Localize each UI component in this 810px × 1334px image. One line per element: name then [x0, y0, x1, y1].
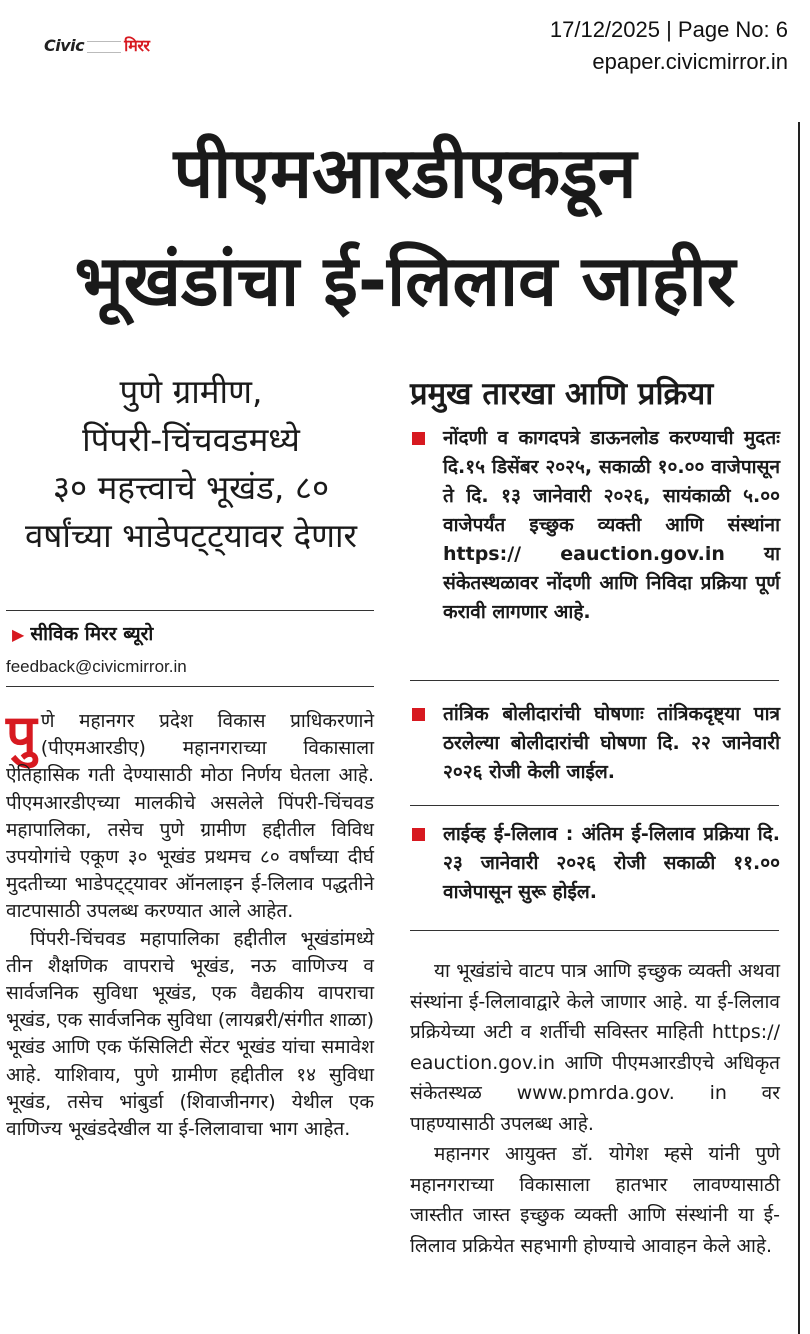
- sidebar-bullet-3: [412, 820, 780, 907]
- article-para-1: [6, 703, 374, 926]
- deck-line: पुणे ग्रामीण,: [119, 372, 263, 411]
- bullet-text: नोंदणी व कागदपत्रे डाऊनलोड करण्याची मुदतः दि.१५ डिसेंबर २०२५, सकाळी १०.०० वाजेपासून ते दि. १३ जानेवारी २०२६, सायंकाळी ५.०० वाजेपर्यंत इच्छुक व्यक्ती आणि संस्थांना https:// eauction.gov.in या संकेतस्थळावर नोंदणी आणि निविदा प्रक्रिया पूर्ण करावी लागणार आहे.: [443, 427, 780, 623]
- article-left-column: [6, 703, 374, 1143]
- article-right-para-2: महानगर आयुक्त डॉ. योगेश म्हसे यांनी पुणे महानगराच्या विकासाला हातभार लावण्यासाठी जास्तीत जास्त इच्छुक व्यक्ती आणि संस्थांनी या ई-लिलाव प्रक्रियेत सहभागी होण्याचे आवाहन केले आहे.: [410, 1143, 780, 1257]
- arrow-icon: ▶: [12, 625, 25, 644]
- bullet-divider: [410, 805, 779, 806]
- byline-top-rule: [6, 610, 374, 611]
- logo-civic: Civic: [44, 36, 85, 55]
- logo-divider: [87, 41, 121, 53]
- headline-line-1: पीएमआरडीएकडून: [173, 132, 637, 214]
- deck-line: पिंपरी-चिंचवडमध्ये: [82, 420, 300, 459]
- bullet-text: लाईव्ह ई-लिलाव : अंतिम ई-लिलाव प्रक्रिया दि. २३ जानेवारी २०२६ रोजी सकाळी ११.०० वाजेपासून सुरू होईल.: [443, 823, 780, 903]
- logo-mirror: मिरर: [124, 36, 150, 55]
- article-para-2: पिंपरी-चिंचवड महापालिका हद्दीतील भूखंडांमध्ये तीन शैक्षणिक वापराचे भूखंड, नऊ वाणिज्य व सार्वजनिक सुविधा भूखंड, एक वैद्यकीय वापराचा भूखंड, एक सार्वजनिक सुविधा (लायब्ररी/संगीत शाळा) भूखंड आणि एक फॅसिलिटी सेंटर भूखंड यांचा समावेश आहे. याशिवाय, पुणे ग्रामीण हद्दीतील १४ सुविधा भूखंड, तसेच भांबुर्डा (शिवाजीनगर) येथील एक वाणिज्य भूखंडदेखील या ई-लिलावाचा भाग आहेत.: [6, 927, 374, 1141]
- byline-author: सीविक मिरर ब्यूरो: [30, 623, 154, 645]
- headline-line-2: भूखंडांचा ई-लिलाव जाहीर: [74, 240, 736, 322]
- bullet-divider: [410, 680, 779, 681]
- article-right-para-1: या भूखंडांचे वाटप पात्र आणि इच्छुक व्यक्ती अथवा संस्थांना ई-लिलावाद्वारे केले जाणार आहे. या ई-लिलाव प्रक्रियेच्या अटी व शर्तीची सविस्तर माहिती https:// eauction.gov.in आणि पीएमआरडीएचे अधिकृत संकेतस्थळ www.pmrda.gov. in वर पाहण्यासाठी उपलब्ध आहे.: [410, 960, 780, 1135]
- sidebar-bottom-rule: [410, 930, 779, 931]
- byline-bottom-rule: [6, 686, 374, 687]
- byline-email[interactable]: feedback@civicmirror.in: [6, 657, 187, 676]
- article-right-column: [410, 956, 780, 1261]
- article-para-1-text: णे महानगर प्रदेश विकास प्राधिकरणाने (पीएमआरडीए) महानगराच्या विकासाला ऐतिहासिक गती देण्यासाठी मोठा निर्णय घेतला आहे. पीएमआरडीएच्या मालकीचे असलेले पिंपरी-चिंचवड महापालिका, तसेच पुणे ग्रामीण हद्दीतील विविध उपयोगांचे एकूण ३० भूखंड प्रथमच ८० वर्षांच्या दीर्घ मुदतीच्या भाडेपट्ट्यावर ऑनलाइन ई-लिलाव पद्धतीने वाटपासाठी उपलब्ध करण्यात आले आहेत.: [6, 710, 374, 923]
- sidebar-bullet-1: [412, 424, 780, 627]
- epaper-url[interactable]: epaper.civicmirror.in: [592, 49, 788, 74]
- bullet-square-icon: [412, 432, 425, 445]
- right-edge-rule: [798, 122, 800, 1334]
- bullet-square-icon: [412, 828, 425, 841]
- deck-line: ३० महत्त्वाचे भूखंड, ८०: [52, 468, 330, 507]
- subheadline-deck: [6, 368, 376, 560]
- deck-line: वर्षांच्या भाडेपट्ट्यावर देणार: [24, 516, 358, 555]
- bullet-text: तांत्रिक बोलीदारांची घोषणाः तांत्रिकदृष्ट्या पात्र ठरलेल्या बोलीदारांची घोषणा दि. २२ जानेवारी २०२६ रोजी केली जाईल.: [443, 703, 780, 783]
- date-page: 17/12/2025 | Page No: 6: [549, 17, 788, 42]
- bullet-square-icon: [412, 708, 425, 721]
- publication-logo: [44, 34, 149, 56]
- byline: [12, 620, 153, 646]
- sidebar-heading: प्रमुख तारखा आणि प्रक्रिया: [410, 376, 714, 412]
- sidebar-bullet-2: [412, 700, 780, 787]
- page-meta: [550, 14, 788, 78]
- drop-cap: पु: [6, 703, 37, 766]
